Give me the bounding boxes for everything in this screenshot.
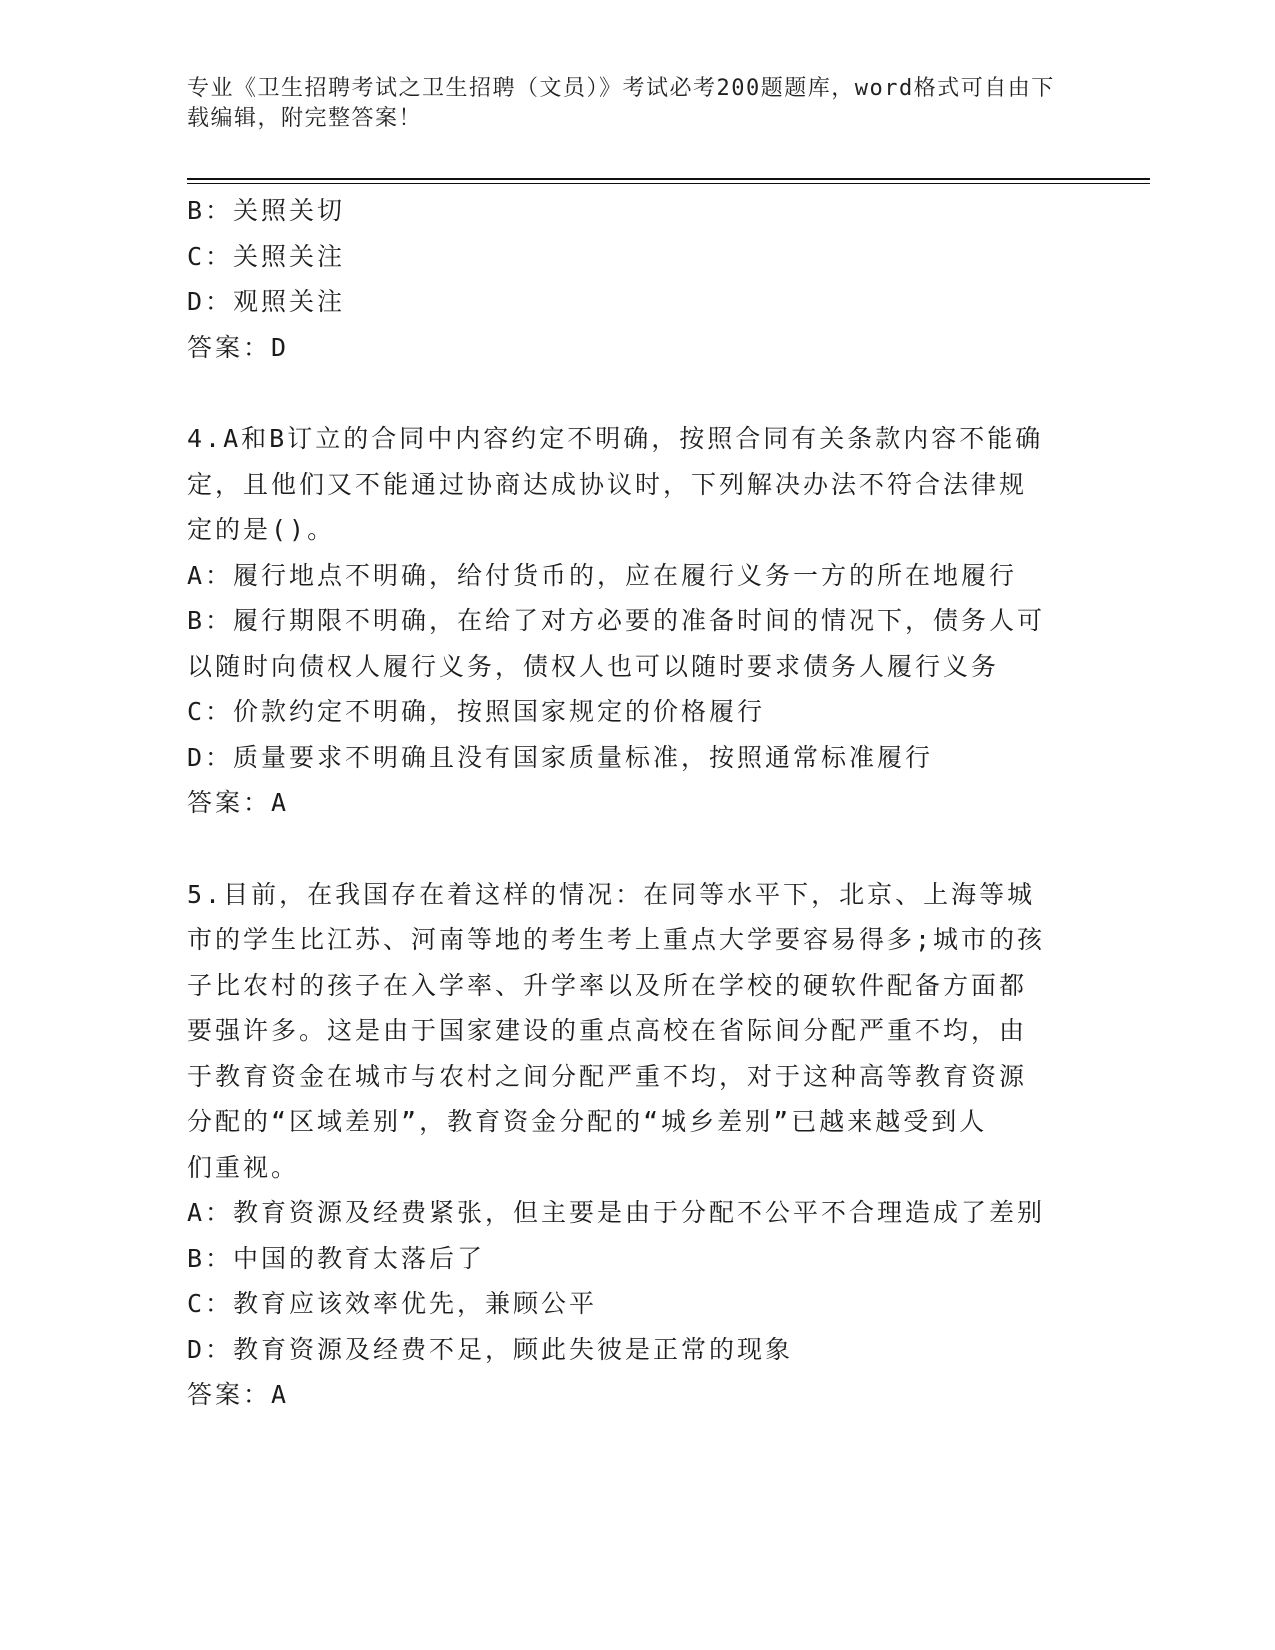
question-5 [187,872,1087,1418]
question-stem-line: 于教育资金在城市与农村之间分配严重不均，对于这种高等教育资源 [187,1061,1028,1091]
option-line: C：价款约定不明确，按照国家规定的价格履行 [187,697,766,726]
spacer [187,826,1087,872]
option-line: D：质量要求不明确且没有国家质量标准，按照通常标准履行 [187,742,934,772]
answer-line: 答案：A [187,1380,290,1409]
spacer [187,370,1087,416]
question-stem-line: 市的学生比江苏、河南等地的考生考上重点大学要容易得多;城市的孩 [187,925,1046,954]
question-content [187,188,1087,1418]
question-stem-line: 定，且他们又不能通过协商达成协议时，下列解决办法不符合法律规 [187,469,1028,499]
question-stem-line: 4.A和B订立的合同中内容约定不明确，按照合同有关条款内容不能确 [187,424,1044,453]
option-line: 以随时向债权人履行义务，债权人也可以随时要求债务人履行义务 [187,651,1000,681]
option-line: C：关照关注 [187,241,346,271]
question-4 [187,416,1087,826]
header-rule-thick [187,178,1150,180]
question-stem-line: 5.目前，在我国存在着这样的情况：在同等水平下，北京、上海等城 [187,879,1036,909]
header-rule-thin [187,183,1150,184]
prev-question-tail [187,188,1087,370]
question-stem-line: 子比农村的孩子在入学率、升学率以及所在学校的硬软件配备方面都 [187,970,1028,1000]
option-line: C：教育应该效率优先，兼顾公平 [187,1289,598,1318]
option-line: A：履行地点不明确，给付货币的，应在履行义务一方的所在地履行 [187,560,1018,590]
option-line: B：中国的教育太落后了 [187,1243,486,1273]
answer-line: 答案：A [187,788,290,817]
question-stem-line: 定的是()。 [187,515,336,544]
question-stem-line: 们重视。 [187,1152,300,1182]
option-line: D：教育资源及经费不足，顾此失彼是正常的现象 [187,1334,794,1364]
option-line: D：观照关注 [187,287,346,316]
option-line: B：关照关切 [187,196,346,225]
answer-line: 答案：D [187,332,290,362]
question-stem-line: 分配的“区域差别”，教育资金分配的“城乡差别”已越来越受到人 [187,1107,988,1136]
document-header: 专业《卫生招聘考试之卫生招聘（文员）》考试必考200题题库，word格式可自由下载编辑，附完整答案！ [187,76,1055,131]
option-line: B：履行期限不明确，在给了对方必要的准备时间的情况下，债务人可 [187,606,1046,635]
question-stem-line: 要强许多。这是由于国家建设的重点高校在省际间分配严重不均，由 [187,1016,1028,1045]
option-line: A：教育资源及经费紧张，但主要是由于分配不公平不合理造成了差别 [187,1198,1046,1227]
